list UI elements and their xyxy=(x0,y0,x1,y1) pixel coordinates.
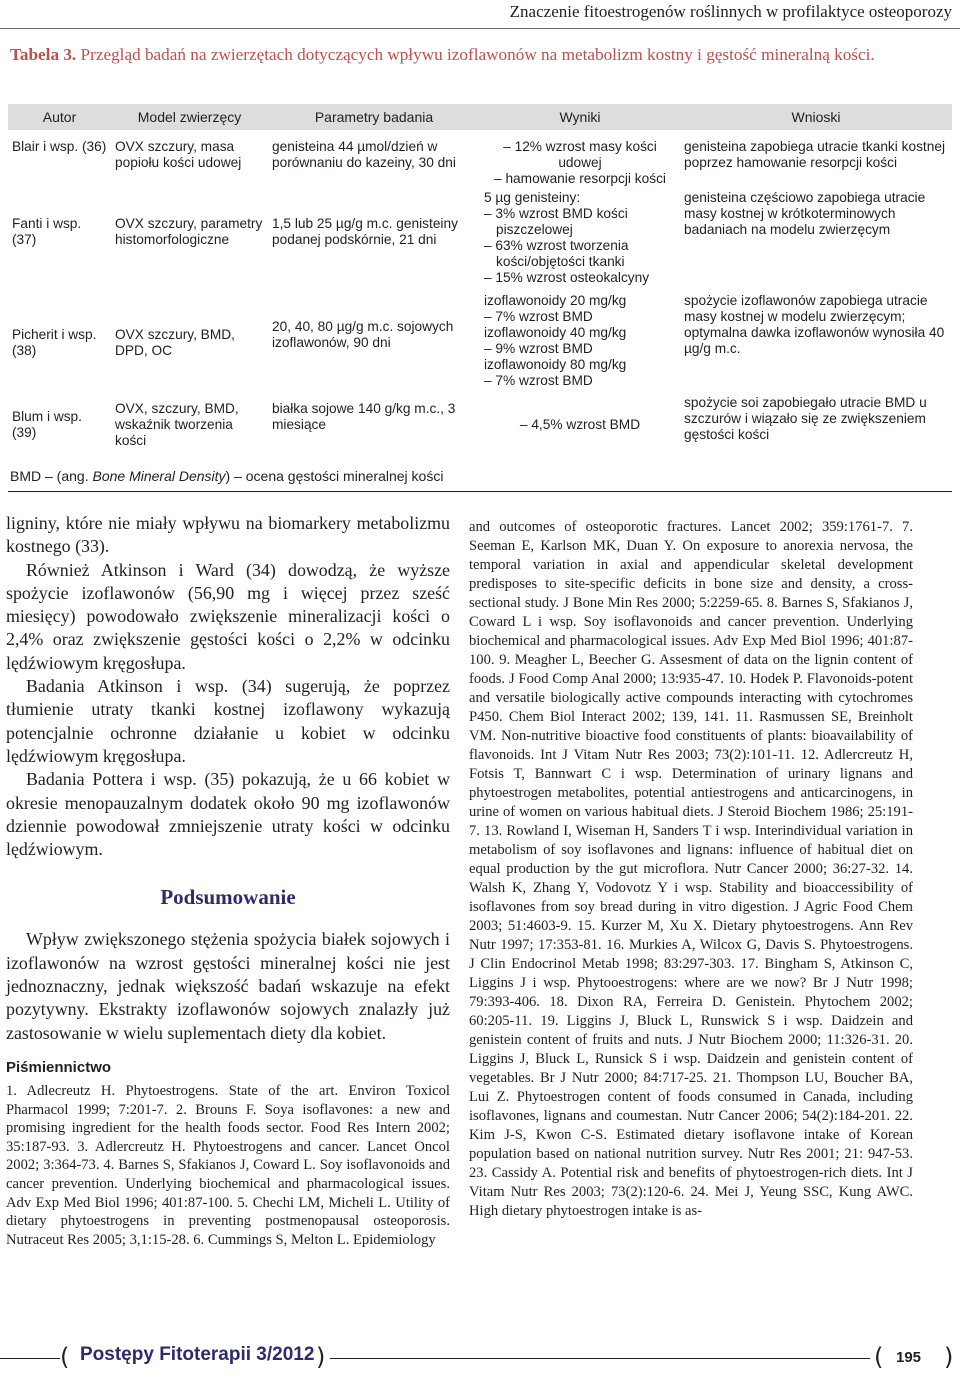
paragraph: Badania Pottera i wsp. (35) pokazują, że u 66 kobiet w okresie menopauzalnym dodatek około 90 mg izoflawonów dziennie powodował zmniejszenie utraty kości w odcinku lędźwiowym. xyxy=(6,769,450,860)
paragraph: ligniny, które nie miały wpływu na biomarkery metabolizmu kostnego (33). xyxy=(6,513,450,557)
table-footnote xyxy=(10,468,443,484)
footer-rule-mid xyxy=(330,1358,870,1359)
cell-conclusions: spożycie soi zapobiegało utracie BMD u szczurów i wiązało się ze zwiększeniem gęstości kości xyxy=(684,395,927,442)
result-line: – 4,5% wzrost BMD xyxy=(519,417,641,432)
footer xyxy=(0,1344,960,1377)
running-head-rule xyxy=(0,28,960,29)
header-model: Model zwierzęcy xyxy=(111,104,268,130)
cell-results xyxy=(480,293,680,395)
cell-author: Picherit i wsp. (38) xyxy=(12,327,97,358)
result-line: – 12% wzrost masy kości udowej xyxy=(503,139,657,170)
result-line: – 63% wzrost tworzenia kości/objętości tkanki xyxy=(484,238,629,269)
cell-conclusions: genisteina częściowo zapobiega utracie masy kostnej w krótkoterminowych badaniach na modelu zwierzęcym xyxy=(684,190,926,237)
cell-params: białka sojowe 140 g/kg m.c., 3 miesiące xyxy=(272,401,456,432)
table-bottom-rule xyxy=(8,491,952,492)
references-title: Piśmiennictwo xyxy=(6,1058,112,1076)
footer-brace-end: ) xyxy=(944,1343,954,1371)
cell-author: Fanti i wsp. (37) xyxy=(12,216,82,247)
paragraph: Wpływ zwiększonego stężenia spożycia białek sojowych i izoflawonów na wzrost gęstości mineralnej kości nie jest jednoznaczny, jednak większość badań wskazuje na efekt pozytywny. Ekstrakty izoflawonów sojowych znalazły już zastosowanie w wielu suplementach diety dla kobiet. xyxy=(6,929,450,1043)
result-line: izoflawonoidy 40 mg/kg xyxy=(484,325,627,340)
cell-conclusions: genisteina zapobiega utracie tkanki kostnej poprzez hamowanie resorpcji kości xyxy=(684,139,945,170)
footer-brace-left: ( xyxy=(60,1343,70,1371)
cell-model: OVX szczury, masa popiołu kości udowej xyxy=(115,139,242,170)
table-row xyxy=(8,130,952,190)
cell-results xyxy=(480,395,680,461)
cell-model: OVX szczury, parametry histomorfologiczne xyxy=(115,216,263,247)
paragraph: Badania Atkinson i wsp. (34) sugerują, że poprzez tłumienie utraty tkanki kostnej izoflawony wykazują potencjalnie ochronne działanie u kobiet w odcinku lędźwiowym kręgosłupa. xyxy=(6,676,450,766)
studies-table xyxy=(8,104,952,461)
references-list: 1. Adlecreutz H. Phytoestrogens. State of the art. Environ Toxicol Pharmacol 1999; 7:201-7. 2. Brouns F. Soya isoflavones: a new and promising ingredient for the health foods sector. Food Res Intern 2002; 35:187-93. 3. Adlercreutz H. Phytoestrogens and cancer. Lancet Oncol 2002; 3:364-73. 4. Barnes S, Sfakianos J, Coward L. Soy isoflavonoids and cancer prevention. Underlying biochemical and pharmacological issues. Adv Exp Med Biol 1996; 401:87-100. 5. Chechi LM, Micheli L. Utility of dietary phytoestrogens in preventing postmenopausal osteoporosis. Nutraceut Res 2005; 3,1:15-28. 6. Cummings S, Melton L. Epidemiology xyxy=(6,1082,450,1248)
cell-author: Blair i wsp. (36) xyxy=(12,139,107,154)
header-params: Parametry badania xyxy=(268,104,480,130)
cell-params: 1,5 lub 25 µg/g m.c. genisteiny podanej podskórnie, 21 dni xyxy=(272,216,458,247)
header-conclusions: Wnioski xyxy=(680,104,952,130)
running-head-title: Znaczenie fitoestrogenów roślinnych w profilaktyce osteoporozy xyxy=(509,2,952,21)
table-header-row xyxy=(8,104,952,130)
table-row xyxy=(8,293,952,395)
cell-conclusions: spożycie izoflawonów zapobiega utracie masy kostnej w modelu zwierzęcym; optymalna dawka izoflawonów wynosiła 40 µg/g m.c. xyxy=(684,293,945,356)
result-intro: izoflawonoidy 20 mg/kg xyxy=(484,293,627,308)
header-results: Wyniki xyxy=(480,104,680,130)
header-author: Autor xyxy=(8,104,111,130)
running-head xyxy=(0,0,960,30)
table-row xyxy=(8,395,952,461)
result-line: – hamowanie resorpcji kości xyxy=(494,171,666,186)
footnote-prefix: BMD – (ang. xyxy=(10,468,93,484)
paragraph: Również Atkinson i Ward (34) dowodzą, że wyższe spożycie izoflawonów (56,90 mg i więcej przez sześć miesięcy) powodowało zwiększenie mineralizacji kości o 2,4% oraz zwiększenie gęstości kości o 2,2% w odcinku lędźwiowym kręgosłupa. xyxy=(6,559,450,673)
section-title: Podsumowanie xyxy=(160,885,296,910)
cell-results xyxy=(480,130,680,190)
cell-model: OVX szczury, BMD, DPD, OC xyxy=(115,327,235,358)
table-caption-text: Przegląd badań na zwierzętach dotyczących wpływu izoflawonów na metabolizm kostny i gęstość mineralną kości. xyxy=(76,45,875,64)
references-list: and outcomes of osteoporotic fractures. Lancet 2002; 359:1761-7. 7. Seeman E, Karlson MK, Duan Y. On exposure to anorexia nervosa, the temporal variation in axial and appendicular skeletal development predisposes to site-specific deficits in bone size and density, a cross-sectional study. J Bone Min Res 2000; 5:2259-65. 8. Barnes S, Sfakianos J, Coward L i wsp. Soy isoflavonoids and cancer prevention. Underlying biochemical and pharmacological issues. Adv Exp Med Biol 1996; 401:87-100. 9. Meagher L, Beecher G. Assesment of data on the lignin content of foods. J Food Comp Anal 2000; 13:935-47. 10. Hodek P. Flavonoids-potent and versatile biologically active compounds interacting with cytochromes P450. Chem Biol Interact 2002; 139, 141. 11. Rasmussen SE, Breinholt VM. Non-nutritive bioactive food constituents of plants: bioavailability of flavonoids. Int J Vitam Nutr Res 2003; 73(2):101-11. 12. Adlercreutz H, Fotsis T, Bannwart C i wsp. Determination of urinary lignans and phytoestrogen metabolites, potential antiestrogens and anticarcinogens, in urine of women on various habitual diets. J Steroid Biochem 1986; 25:191-7. 13. Rowland I, Wiseman H, Sanders T i wsp. Interindividual variation in metabolism of soy isoflavones and lignans: influence of habitual diet on equal production by the gut microflora. Nutr Cancer 2000; 36:27-32. 14. Walsh K, Zhang Y, Vodovotz Y i wsp. Stability and bioaccessibility of isoflavones from soy bread during in vitro digestion. J Agric Food Chem 2003; 51:4603-9. 15. Kurzer M, Xu X. Dietary phytoestrogens. Ann Rev Nutr 1997; 17:353-81. 16. Murkies A, Wilcox G, Davis S. Phytoestrogens. J Clin Endocrinol Metab 1998; 83:297-303. 17. Bingham S, Atkinson C, Liggins J i wsp. Phytooestrogens: where are we now? Br J Nutr 1998; 79:393-406. 18. Dixon RA, Ferreira D. Genistein. Phytochem 2002; 60:205-11. 19. Liggins J, Bluck L, Runswick S i wsp. Daidzein and genistein content of fruits and nuts. J Nutr Biochem 2000; 11:326-31. 20. Liggins J, Bluck L, Runsick S i wsp. Daidzein and genistein content of vegetables. Br J Nutr 2000; 84:717-25. 21. Thompson LU, Boucher BA, Lui Z. Phytoestrogen content of foods consumed in Canada, including isoflavones, lignans and coumestan. Nutr Cancer 2006; 54(2):184-201. 22. Kim J-S, Kwon C-S. Estimated dietary isoflavone intake of Korean population based on national nutrition survey. Nutr Res 2001; 21: 947-53. 23. Cassidy A. Potential risk and benefits of phytoestrogen-rich diets. Int J Vitam Nutr Res 2003; 73(2):120-6. 24. Mei J, Yeung SSC, Kung AWC. High dietary phytoestrogen intake is as- xyxy=(469,519,913,1219)
cell-results xyxy=(480,190,680,293)
left-column xyxy=(6,512,450,1249)
footer-brace-right: ( xyxy=(874,1343,884,1371)
table-caption-label: Tabela 3. xyxy=(10,45,77,64)
cell-params: genisteina 44 µmol/dzień w porównaniu do kazeiny, 30 dni xyxy=(272,139,456,170)
footnote-suffix: ) – ocena gęstości mineralnej kości xyxy=(225,468,444,484)
table-row xyxy=(8,190,952,293)
result-line: – 15% wzrost osteokalcyny xyxy=(484,270,650,285)
result-line: – 7% wzrost BMD xyxy=(484,309,593,324)
footnote-italic: Bone Mineral Density xyxy=(92,468,226,484)
result-line: – 7% wzrost BMD xyxy=(484,373,593,388)
page-number: 195 xyxy=(896,1349,922,1366)
cell-model: OVX, szczury, BMD, wskaźnik tworzenia kości xyxy=(115,401,239,448)
cell-params: 20, 40, 80 µg/g m.c. sojowych izoflawonów, 90 dni xyxy=(272,319,454,350)
footer-rule-left xyxy=(0,1358,60,1359)
footer-brace-mid: ) xyxy=(316,1343,326,1371)
cell-author: Blum i wsp. (39) xyxy=(12,409,82,440)
right-column xyxy=(469,518,913,1221)
table-caption xyxy=(10,44,955,66)
journal-name: Postępy Fitoterapii 3/2012 xyxy=(80,1344,315,1365)
result-line: – 9% wzrost BMD xyxy=(484,341,593,356)
result-intro: 5 µg genisteiny: xyxy=(484,190,581,205)
result-line: izoflawonoidy 80 mg/kg xyxy=(484,357,627,372)
result-line: – 3% wzrost BMD kości piszczelowej xyxy=(484,206,628,237)
